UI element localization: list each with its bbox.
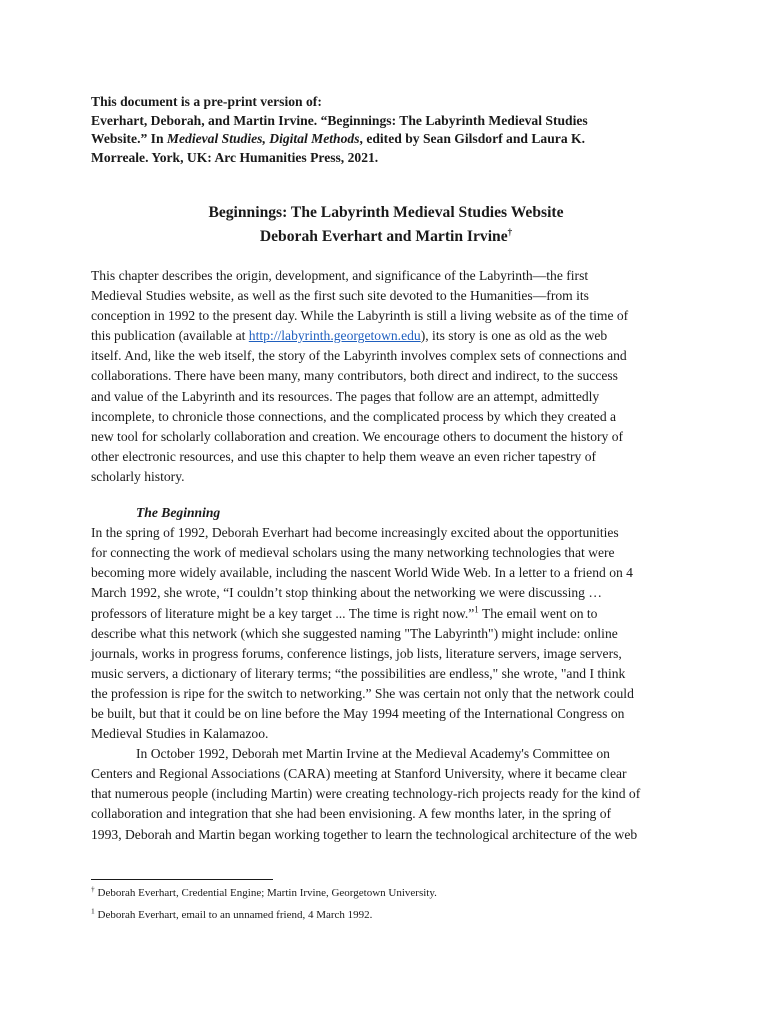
text-line: collaborations. There have been many, many contributors, both direct and indirect, to the success — [91, 368, 618, 384]
text-fragment: professors of literature might be a key target ... The time is right now.” — [91, 605, 475, 621]
preprint-line: This document is a pre-print version of: — [91, 94, 322, 109]
text-line: incomplete, to chronicle those connections, and the complicated process by which they created a — [91, 408, 617, 424]
text-line: In the spring of 1992, Deborah Everhart had become increasingly excited about the opportunities — [91, 525, 619, 541]
text-line: journals, works in progress forums, conference listings, job lists, literature servers, image servers, — [91, 645, 622, 661]
footnotes — [91, 886, 681, 930]
text-line: other electronic resources, and use this chapter to help them weave an even richer tapestry of — [91, 448, 597, 464]
text-line: and value of the Labyrinth and its resources. The pages that follow are an attempt, admittedly — [91, 388, 600, 404]
chapter-title: Beginnings: The Labyrinth Medieval Studies Website — [208, 204, 564, 221]
citation-line: Morreale. York, UK: Arc Humanities Press, 2021. — [91, 149, 379, 165]
document-page — [91, 93, 681, 845]
text-line: Medieval Studies website, as well as the first such site devoted to the Humanities—from its — [91, 288, 589, 304]
chapter-authors — [91, 225, 681, 249]
text-line: music servers, a dictionary of literary terms; “the possibilities are endless," she wrote, "and I think — [91, 665, 626, 681]
text-fragment: this publication (available at — [91, 328, 249, 344]
footnote-dagger — [91, 886, 681, 901]
text-line: collaboration and integration that she had been envisioning. A few months later, in the spring of — [91, 806, 612, 822]
footnote-mark: † — [91, 884, 95, 894]
citation-text: , edited by Sean Gilsdorf and Laura K. — [359, 131, 585, 146]
chapter-title-block — [91, 201, 681, 249]
text-line: In October 1992, Deborah met Martin Irvine at the Medieval Academy's Committee on — [136, 746, 610, 762]
footnote-text: Deborah Everhart, email to an unnamed friend, 4 March 1992. — [94, 909, 373, 921]
book-title: Medieval Studies, Digital Methods — [166, 131, 360, 146]
text-line: becoming more widely available, including the nascent World Wide Web. In a letter to a friend on 4 — [91, 565, 633, 581]
text-line: scholarly history. — [91, 468, 185, 484]
text-line: 1993, Deborah and Martin began working together to learn the technological architecture of the web — [91, 826, 638, 842]
footnote-ref-dagger[interactable]: † — [507, 226, 513, 237]
text-line — [91, 604, 681, 624]
text-line: Medieval Studies in Kalamazoo. — [91, 726, 269, 742]
footnote-mark: 1 — [91, 906, 95, 916]
text-line: This chapter describes the origin, development, and significance of the Labyrinth—the first — [91, 268, 589, 283]
text-line: describe what this network (which she suggested naming "The Labyrinth") might include: online — [91, 625, 618, 641]
text-line: that numerous people (including Martin) were creating technology-rich projects ready for the kind of — [91, 786, 641, 802]
text-line: March 1992, she wrote, “I couldn’t stop thinking about the networking we were discussing … — [91, 585, 602, 601]
text-line: Centers and Regional Associations (CARA) meeting at Stanford University, where it became clear — [91, 766, 627, 782]
preprint-notice — [91, 93, 681, 167]
text-line: be built, but that it could be on line before the May 1994 meeting of the International Congress on — [91, 705, 625, 721]
intro-paragraph — [91, 266, 681, 487]
text-line: conception in 1992 to the present day. While the Labyrinth is still a living website as of the time of — [91, 308, 629, 324]
text-line: itself. And, like the web itself, the story of the Labyrinth involves complex sets of connections and — [91, 348, 627, 364]
citation-line — [91, 130, 681, 149]
footnote-divider — [91, 879, 273, 880]
text-fragment: ), its story is one as old as the web — [420, 328, 608, 344]
authors-text: Deborah Everhart and Martin Irvine — [259, 228, 508, 245]
citation-line: Everhart, Deborah, and Martin Irvine. “Beginnings: The Labyrinth Medieval Studies — [91, 112, 588, 128]
footnote-text: Deborah Everhart, Credential Engine; Martin Irvine, Georgetown University. — [94, 887, 437, 899]
footnote-ref-1[interactable]: 1 — [474, 603, 479, 614]
footnote-1 — [91, 908, 681, 923]
text-fragment: The email went on to — [478, 605, 598, 621]
beginning-paragraph — [91, 523, 681, 744]
october-paragraph — [91, 744, 681, 844]
text-line: the profession is ripe for the switch to networking.” She was certain not only that the network could — [91, 685, 634, 701]
text-line: new tool for scholarly collaboration and creation. We encourage others to document the history of — [91, 428, 624, 444]
text-line: for connecting the work of medieval scholars using the many networking technologies that were — [91, 545, 615, 561]
text-line — [91, 326, 681, 346]
labyrinth-url-link[interactable]: http://labyrinth.georgetown.edu — [248, 328, 421, 344]
citation-text: Website.” In — [91, 131, 167, 146]
section-heading: The Beginning — [136, 505, 221, 521]
